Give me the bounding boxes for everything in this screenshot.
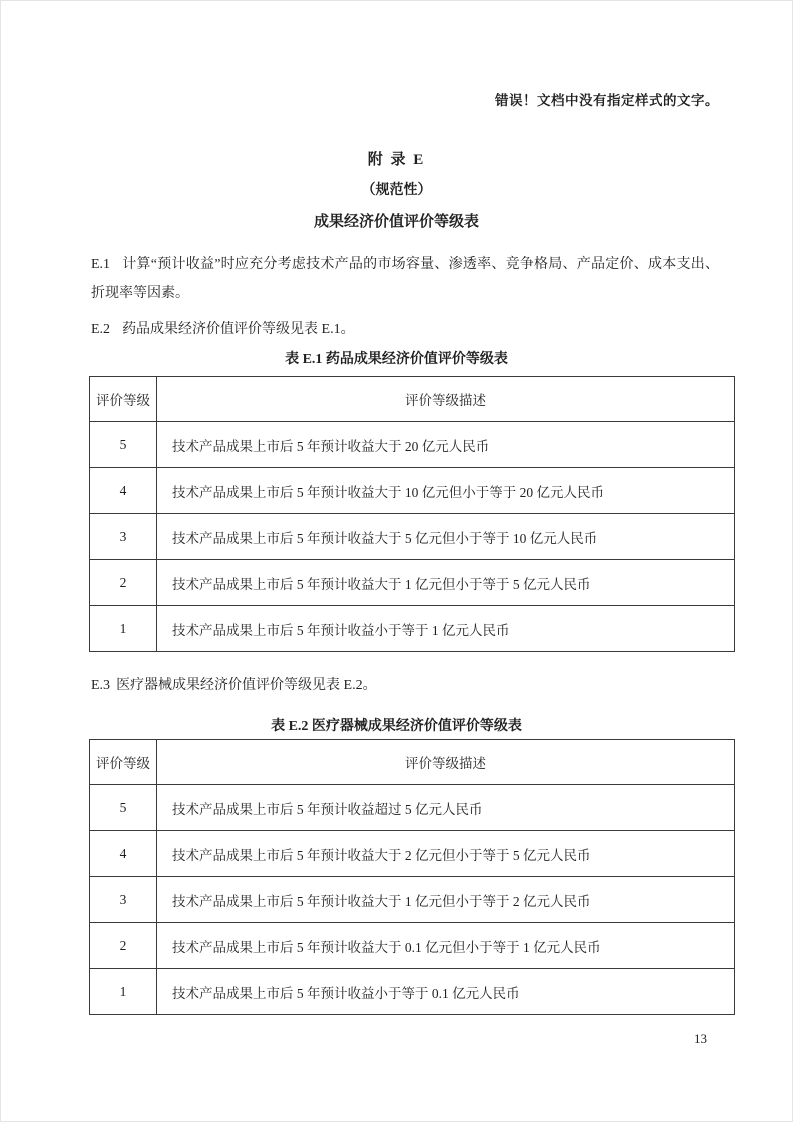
table-row — [90, 422, 735, 468]
table-header-row — [90, 377, 735, 422]
description-cell: 技术产品成果上市后 5 年预计收益大于 1 亿元但小于等于 2 亿元人民币 — [157, 877, 735, 923]
table-row — [90, 877, 735, 923]
table-row — [90, 831, 735, 877]
description-cell: 技术产品成果上市后 5 年预计收益大于 0.1 亿元但小于等于 1 亿元人民币 — [157, 923, 735, 969]
appendix-heading: 成果经济价值评价等级表 — [313, 214, 479, 230]
grade-cell: 5 — [90, 422, 157, 468]
grade-cell: 3 — [90, 514, 157, 560]
table-header-row — [90, 740, 735, 785]
clause-e2 — [91, 315, 719, 344]
appendix-title: 附 录 E — [367, 152, 426, 168]
description-cell: 技术产品成果上市后 5 年预计收益大于 2 亿元但小于等于 5 亿元人民币 — [157, 831, 735, 877]
grade-cell: 1 — [90, 969, 157, 1015]
grade-cell: 4 — [90, 831, 157, 877]
page-number: 13 — [694, 1031, 707, 1046]
description-cell: 技术产品成果上市后 5 年预计收益大于 10 亿元但小于等于 20 亿元人民币 — [157, 468, 735, 514]
clause-e3-number: E.3 — [91, 678, 111, 693]
grade-cell: 4 — [90, 468, 157, 514]
clause-e2-text: 药品成果经济价值评价等级见表 E.1。 — [122, 322, 355, 337]
grade-cell: 3 — [90, 877, 157, 923]
grade-cell: 1 — [90, 606, 157, 652]
table-row — [90, 514, 735, 560]
table-e2 — [89, 739, 735, 1015]
description-cell: 技术产品成果上市后 5 年预计收益小于等于 1 亿元人民币 — [157, 606, 735, 652]
description-cell: 技术产品成果上市后 5 年预计收益小于等于 0.1 亿元人民币 — [157, 969, 735, 1015]
clause-e1-text: 计算“预计收益”时应充分考虑技术产品的市场容量、渗透率、竞争格局、产品定价、成本支出、折现率等因素。 — [91, 257, 719, 301]
description-cell: 技术产品成果上市后 5 年预计收益大于 5 亿元但小于等于 10 亿元人民币 — [157, 514, 735, 560]
clause-e3 — [91, 671, 719, 700]
table-row — [90, 468, 735, 514]
grade-cell: 5 — [90, 785, 157, 831]
description-cell: 技术产品成果上市后 5 年预计收益超过 5 亿元人民币 — [157, 785, 735, 831]
column-header-description: 评价等级描述 — [157, 740, 735, 785]
table-e2-caption: 表 E.2 医疗器械成果经济价值评价等级表 — [271, 719, 522, 734]
column-header-description: 评价等级描述 — [157, 377, 735, 422]
description-cell: 技术产品成果上市后 5 年预计收益大于 20 亿元人民币 — [157, 422, 735, 468]
table-row — [90, 969, 735, 1015]
table-row — [90, 785, 735, 831]
clause-e1 — [91, 250, 719, 308]
table-row — [90, 923, 735, 969]
appendix-subtitle: （规范性） — [361, 183, 432, 198]
clause-e2-number: E.2 — [91, 322, 111, 337]
table-row — [90, 560, 735, 606]
description-cell: 技术产品成果上市后 5 年预计收益大于 1 亿元但小于等于 5 亿元人民币 — [157, 560, 735, 606]
column-header-grade: 评价等级 — [90, 740, 157, 785]
grade-cell: 2 — [90, 923, 157, 969]
table-e1-caption: 表 E.1 药品成果经济价值评价等级表 — [285, 352, 508, 367]
clause-e1-number: E.1 — [91, 257, 111, 272]
grade-cell: 2 — [90, 560, 157, 606]
column-header-grade: 评价等级 — [90, 377, 157, 422]
table-e1 — [89, 376, 735, 652]
table-row — [90, 606, 735, 652]
header-error-field: 错误！文档中没有指定样式的文字。 — [495, 93, 719, 108]
clause-e3-text: 医疗器械成果经济价值评价等级见表 E.2。 — [116, 678, 377, 693]
